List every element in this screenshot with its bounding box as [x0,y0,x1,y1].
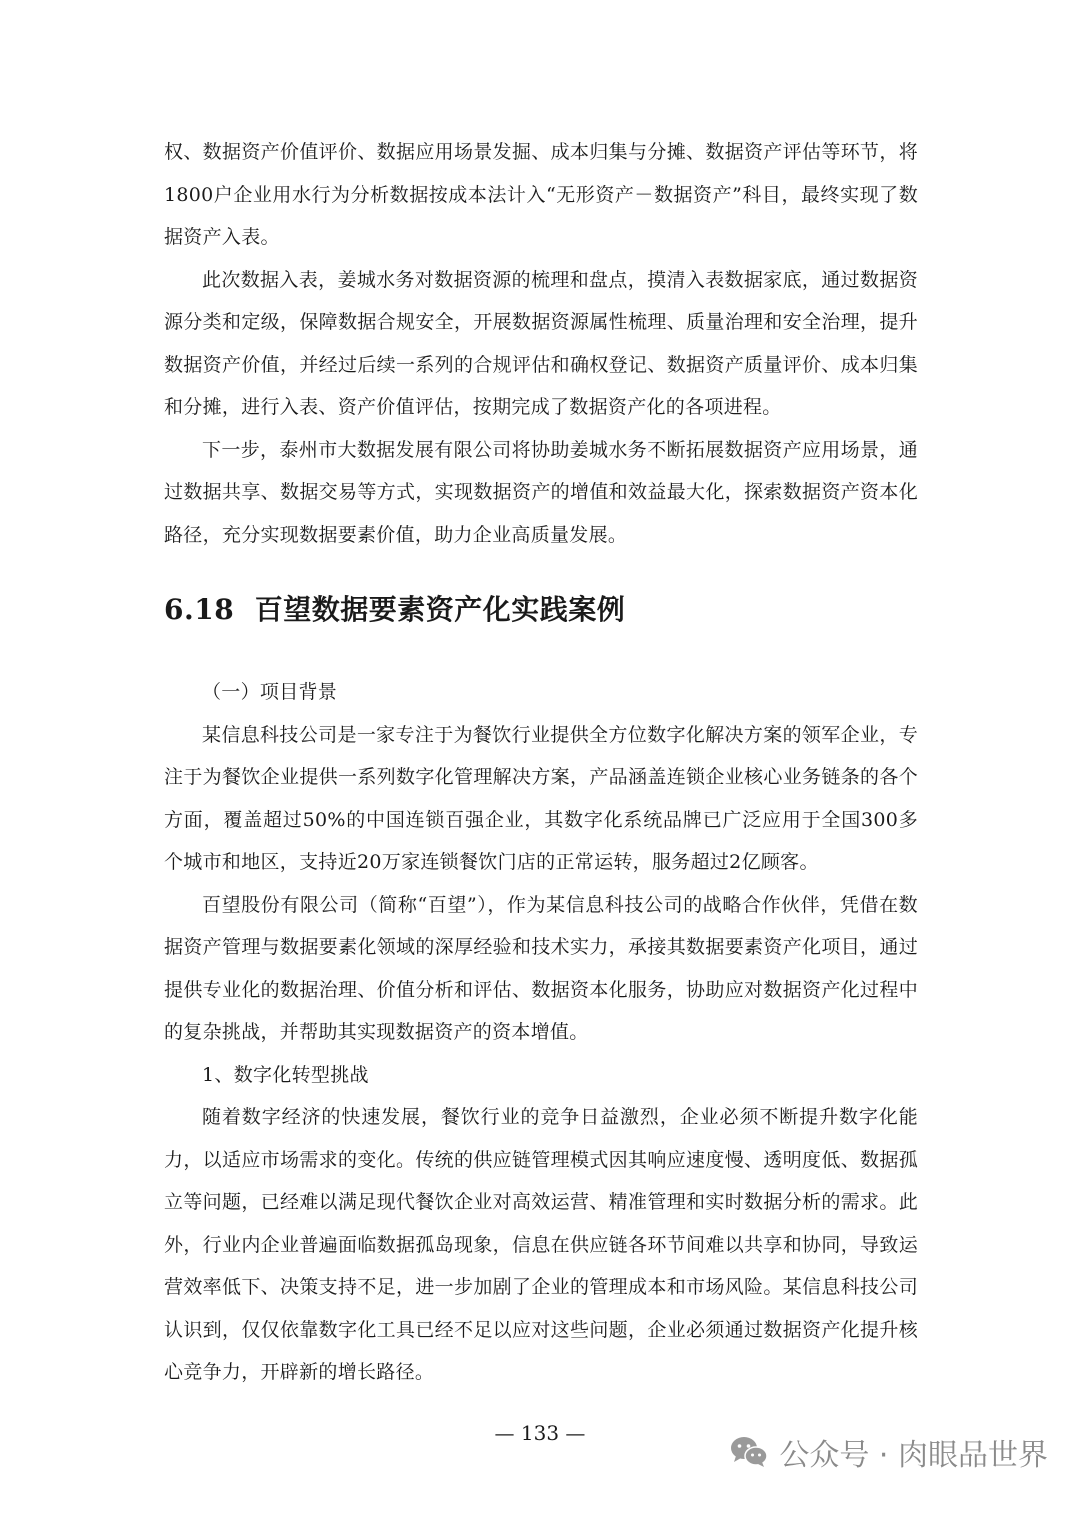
subsection-title: 1、数字化转型挑战 [202,1063,369,1086]
section-title: 百望数据要素资产化实践案例 [254,593,626,626]
paragraph: 百望股份有限公司（简称“百望”），作为某信息科技公司的战略合作伙伴，凭借在数据资产管理与数据要素化领域的深厚经验和技术实力，承接其数据要素资产化项目，通过提供专业化的数据治理、价值分析和评估、数据资本化服务，协助应对数据资产化过程中的复杂挑战，并帮助其实现数据资产的资本增值。 [164,893,918,1043]
wechat-icon [729,1435,769,1469]
section-body [164,671,918,1394]
paragraph: 权、数据资产价值评价、数据应用场景发掘、成本归集与分摊、数据资产评估等环节，将1800户企业用水行为分析数据按成本法计入“无形资产－数据资产”科目，最终实现了数据资产入表。 [164,141,918,248]
watermark [729,1430,1048,1474]
paragraph: 下一步，泰州市大数据发展有限公司将协助姜城水务不断拓展数据资产应用场景，通过数据共享、数据交易等方式，实现数据资产的增值和效益最大化，探索数据资产资本化路径，充分实现数据要素价值，助力企业高质量发展。 [164,438,918,546]
page-number: — 133 — [494,1421,586,1445]
paragraph: 此次数据入表，姜城水务对数据资源的梳理和盘点，摸清入表数据家底，通过数据资源分类和定级，保障数据合规安全，开展数据资源属性梳理、质量治理和安全治理，提升数据资产价值，并经过后续一系列的合规评估和确权登记、数据资产质量评价、成本归集和分摊，进行入表、资产价值评估，按期完成了数据资产化的各项进程。 [164,268,918,418]
section-number: 6.18 [164,593,235,626]
section-heading [164,588,625,628]
watermark-text: 公众号 · 肉眼品世界 [779,1438,1048,1473]
subheading-background: （一）项目背景 [202,681,338,703]
continued-text [164,131,918,556]
paragraph: 某信息科技公司是一家专注于为餐饮行业提供全方位数字化解决方案的领军企业，专注于为餐饮企业提供一系列数字化管理解决方案，产品涵盖连锁企业核心业务链条的各个方面，覆盖超过50%的中国连锁百强企业，其数字化系统品牌已广泛应用于全国300多个城市和地区，支持近20万家连锁餐饮门店的正常运转，服务超过2亿顾客。 [164,723,918,873]
paragraph: 随着数字经济的快速发展，餐饮行业的竞争日益激烈，企业必须不断提升数字化能力，以适应市场需求的变化。传统的供应链管理模式因其响应速度慢、透明度低、数据孤立等问题，已经难以满足现代餐饮企业对高效运营、精准管理和实时数据分析的需求。此外，行业内企业普遍面临数据孤岛现象，信息在供应链各环节间难以共享和协同，导致运营效率低下、决策支持不足，进一步加剧了企业的管理成本和市场风险。某信息科技公司认识到，仅仅依靠数字化工具已经不足以应对这些问题，企业必须通过数据资产化提升核心竞争力，开辟新的增长路径。 [164,1106,918,1383]
